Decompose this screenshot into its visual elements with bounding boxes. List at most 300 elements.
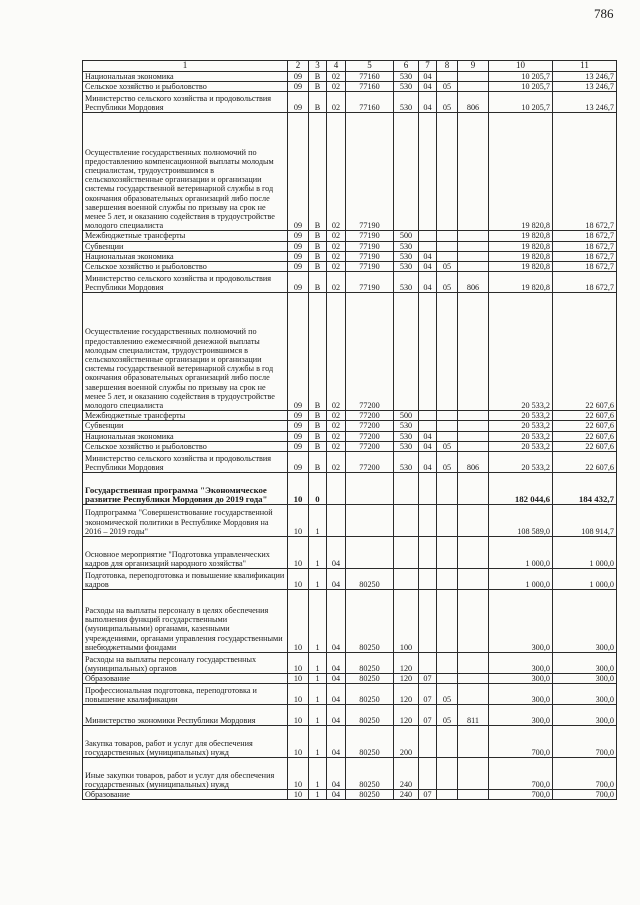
cell-expense: 530 [394, 441, 419, 451]
cell-subdivision: 05 [437, 684, 458, 705]
cell-amount-2019: 18 672,7 [553, 241, 617, 251]
cell-division [419, 569, 437, 590]
cell-name: Основное мероприятие "Подготовка управленческих кадров для организаций народного хозяйства" [83, 537, 288, 569]
cell-subdivision [437, 790, 458, 800]
table-row [83, 705, 617, 726]
cell-subdivision: 05 [437, 272, 458, 293]
cell-section: 09 [288, 262, 309, 272]
cell-amount-2019: 18 672,7 [553, 272, 617, 293]
cell-section: 09 [288, 272, 309, 293]
cell-target: 77200 [346, 441, 394, 451]
cell-amount-2019: 18 672,7 [553, 113, 617, 231]
cell-ministry [458, 726, 489, 758]
cell-subdivision: 05 [437, 262, 458, 272]
cell-section: 09 [288, 113, 309, 231]
cell-ministry [458, 411, 489, 421]
cell-subprogram: 02 [327, 72, 346, 82]
cell-program: В [309, 241, 327, 251]
cell-ministry [458, 251, 489, 261]
cell-ministry [458, 431, 489, 441]
cell-amount-2019: 18 672,7 [553, 262, 617, 272]
cell-name: Сельское хозяйство и рыболовство [83, 441, 288, 451]
cell-amount-2018: 182 044,6 [489, 473, 553, 505]
cell-amount-2019: 700,0 [553, 726, 617, 758]
cell-division [419, 231, 437, 241]
cell-ministry [458, 231, 489, 241]
cell-expense [394, 537, 419, 569]
cell-subdivision [437, 251, 458, 261]
cell-expense: 530 [394, 72, 419, 82]
cell-amount-2019: 13 246,7 [553, 72, 617, 82]
cell-program: 1 [309, 569, 327, 590]
cell-expense: 200 [394, 726, 419, 758]
cell-program: В [309, 452, 327, 473]
cell-expense: 530 [394, 452, 419, 473]
cell-name: Национальная экономика [83, 431, 288, 441]
cell-subdivision [437, 72, 458, 82]
column-header-6: 6 [394, 61, 419, 72]
cell-amount-2019: 22 607,6 [553, 452, 617, 473]
cell-ministry [458, 262, 489, 272]
column-header-3: 3 [309, 61, 327, 72]
cell-name: Сельское хозяйство и рыболовство [83, 262, 288, 272]
cell-subprogram: 04 [327, 569, 346, 590]
cell-target [346, 537, 394, 569]
cell-program: 1 [309, 505, 327, 537]
cell-ministry [458, 674, 489, 684]
cell-name: Межбюджетные трансферты [83, 231, 288, 241]
cell-division [419, 473, 437, 505]
cell-subdivision [437, 758, 458, 790]
cell-amount-2019: 22 607,6 [553, 293, 617, 411]
cell-subprogram: 02 [327, 441, 346, 451]
cell-subdivision [437, 653, 458, 674]
cell-subprogram: 04 [327, 758, 346, 790]
cell-amount-2019: 1 000,0 [553, 537, 617, 569]
cell-program: 1 [309, 684, 327, 705]
cell-name: Подпрограмма "Совершенствование государственной экономической политики в Республике Мордовия на 2016 – 2019 годы" [83, 505, 288, 537]
cell-expense [394, 293, 419, 411]
table-row [83, 251, 617, 261]
cell-division [419, 758, 437, 790]
cell-target: 80250 [346, 674, 394, 684]
cell-target: 77200 [346, 293, 394, 411]
cell-division: 07 [419, 790, 437, 800]
table-row [83, 241, 617, 251]
budget-table [82, 60, 617, 800]
cell-name: Национальная экономика [83, 72, 288, 82]
cell-section: 10 [288, 674, 309, 684]
cell-subprogram: 02 [327, 113, 346, 231]
cell-target: 80250 [346, 684, 394, 705]
cell-ministry [458, 790, 489, 800]
cell-name: Субвенции [83, 241, 288, 251]
cell-amount-2019: 300,0 [553, 674, 617, 684]
cell-name: Субвенции [83, 421, 288, 431]
cell-program: В [309, 82, 327, 92]
cell-target [346, 505, 394, 537]
cell-division: 04 [419, 72, 437, 82]
cell-name: Закупка товаров, работ и услуг для обеспечения государственных (муниципальных) нужд [83, 726, 288, 758]
cell-subdivision [437, 113, 458, 231]
cell-subdivision: 05 [437, 452, 458, 473]
column-header-1: 1 [83, 61, 288, 72]
cell-subdivision [437, 505, 458, 537]
cell-ministry [458, 505, 489, 537]
column-header-5: 5 [346, 61, 394, 72]
cell-amount-2019: 184 432,7 [553, 473, 617, 505]
cell-amount-2018: 19 820,8 [489, 262, 553, 272]
cell-subprogram: 02 [327, 82, 346, 92]
cell-expense: 530 [394, 241, 419, 251]
cell-division: 04 [419, 262, 437, 272]
cell-amount-2018: 1 000,0 [489, 569, 553, 590]
cell-division: 04 [419, 92, 437, 113]
cell-amount-2018: 1 000,0 [489, 537, 553, 569]
cell-target [346, 473, 394, 505]
cell-section: 10 [288, 705, 309, 726]
cell-amount-2019: 22 607,6 [553, 441, 617, 451]
cell-ministry [458, 82, 489, 92]
cell-section: 09 [288, 241, 309, 251]
cell-ministry [458, 473, 489, 505]
table-row [83, 653, 617, 674]
cell-expense: 240 [394, 758, 419, 790]
cell-name: Профессиональная подготовка, переподготовка и повышение квалификации [83, 684, 288, 705]
cell-subdivision [437, 411, 458, 421]
cell-division [419, 726, 437, 758]
cell-name: Образование [83, 790, 288, 800]
cell-target: 77160 [346, 82, 394, 92]
table-row [83, 674, 617, 684]
cell-ministry [458, 653, 489, 674]
table-row [83, 441, 617, 451]
cell-amount-2019: 300,0 [553, 705, 617, 726]
cell-division [419, 421, 437, 431]
cell-expense: 530 [394, 262, 419, 272]
cell-program: В [309, 421, 327, 431]
cell-subdivision [437, 231, 458, 241]
cell-expense: 530 [394, 251, 419, 261]
cell-amount-2018: 108 589,0 [489, 505, 553, 537]
cell-program: В [309, 72, 327, 82]
cell-amount-2019: 18 672,7 [553, 251, 617, 261]
table-row [83, 82, 617, 92]
cell-amount-2019: 13 246,7 [553, 92, 617, 113]
cell-division [419, 411, 437, 421]
cell-section: 10 [288, 758, 309, 790]
cell-division: 04 [419, 452, 437, 473]
table-row [83, 231, 617, 241]
cell-division [419, 113, 437, 231]
cell-expense: 530 [394, 82, 419, 92]
cell-amount-2019: 22 607,6 [553, 421, 617, 431]
cell-target: 80250 [346, 726, 394, 758]
cell-name: Межбюджетные трансферты [83, 411, 288, 421]
cell-subprogram: 02 [327, 431, 346, 441]
cell-target: 77160 [346, 92, 394, 113]
cell-program: 1 [309, 726, 327, 758]
cell-name: Министерство сельского хозяйства и продовольствия Республики Мордовия [83, 452, 288, 473]
cell-target: 80250 [346, 705, 394, 726]
table-row [83, 272, 617, 293]
cell-subprogram: 04 [327, 726, 346, 758]
cell-subdivision [437, 473, 458, 505]
cell-subprogram: 04 [327, 705, 346, 726]
cell-subdivision [437, 293, 458, 411]
cell-amount-2018: 300,0 [489, 684, 553, 705]
cell-program: В [309, 262, 327, 272]
cell-section: 09 [288, 92, 309, 113]
table-row [83, 113, 617, 231]
cell-subprogram [327, 473, 346, 505]
cell-ministry [458, 293, 489, 411]
cell-expense: 500 [394, 411, 419, 421]
column-header-10: 10 [489, 61, 553, 72]
cell-name: Подготовка, переподготовка и повышение квалификации кадров [83, 569, 288, 590]
cell-target: 80250 [346, 653, 394, 674]
cell-ministry [458, 569, 489, 590]
cell-division: 04 [419, 441, 437, 451]
cell-expense: 500 [394, 231, 419, 241]
cell-expense: 120 [394, 653, 419, 674]
cell-target: 80250 [346, 590, 394, 653]
cell-ministry [458, 241, 489, 251]
cell-section: 09 [288, 231, 309, 241]
cell-target: 77190 [346, 231, 394, 241]
table-header-row [83, 61, 617, 72]
cell-section: 10 [288, 473, 309, 505]
cell-subprogram: 04 [327, 537, 346, 569]
cell-program: В [309, 251, 327, 261]
cell-division: 04 [419, 272, 437, 293]
cell-subprogram: 02 [327, 262, 346, 272]
cell-subdivision [437, 569, 458, 590]
cell-amount-2018: 300,0 [489, 674, 553, 684]
table-row [83, 293, 617, 411]
cell-name: Расходы на выплаты персоналу государственных (муниципальных) органов [83, 653, 288, 674]
cell-subdivision [437, 537, 458, 569]
cell-amount-2019: 22 607,6 [553, 411, 617, 421]
page-number: 786 [594, 6, 614, 21]
cell-name: Национальная экономика [83, 251, 288, 261]
cell-program: В [309, 441, 327, 451]
cell-target: 77190 [346, 272, 394, 293]
cell-subprogram: 02 [327, 411, 346, 421]
table-row [83, 537, 617, 569]
cell-ministry [458, 684, 489, 705]
cell-ministry [458, 421, 489, 431]
cell-section: 10 [288, 790, 309, 800]
cell-program: 1 [309, 653, 327, 674]
cell-section: 09 [288, 431, 309, 441]
cell-subdivision [437, 590, 458, 653]
table-row [83, 505, 617, 537]
cell-amount-2019: 300,0 [553, 684, 617, 705]
cell-target: 77190 [346, 241, 394, 251]
cell-program: В [309, 113, 327, 231]
cell-target: 77160 [346, 72, 394, 82]
column-header-11: 11 [553, 61, 617, 72]
cell-subprogram: 02 [327, 272, 346, 293]
cell-section: 10 [288, 726, 309, 758]
cell-amount-2018: 20 533,2 [489, 452, 553, 473]
table-row [83, 92, 617, 113]
cell-section: 10 [288, 653, 309, 674]
cell-subprogram [327, 505, 346, 537]
cell-amount-2019: 18 672,7 [553, 231, 617, 241]
cell-section: 10 [288, 590, 309, 653]
cell-target: 77190 [346, 251, 394, 261]
cell-amount-2018: 10 205,7 [489, 92, 553, 113]
cell-program: В [309, 272, 327, 293]
cell-expense [394, 505, 419, 537]
cell-amount-2018: 10 205,7 [489, 72, 553, 82]
cell-subprogram: 02 [327, 421, 346, 431]
cell-section: 10 [288, 569, 309, 590]
cell-expense [394, 569, 419, 590]
cell-amount-2018: 20 533,2 [489, 431, 553, 441]
cell-expense: 530 [394, 421, 419, 431]
cell-amount-2018: 20 533,2 [489, 441, 553, 451]
cell-section: 09 [288, 452, 309, 473]
cell-target: 80250 [346, 569, 394, 590]
cell-amount-2018: 300,0 [489, 653, 553, 674]
cell-target: 80250 [346, 790, 394, 800]
cell-section: 09 [288, 251, 309, 261]
cell-target: 77190 [346, 262, 394, 272]
cell-division: 07 [419, 705, 437, 726]
column-header-4: 4 [327, 61, 346, 72]
cell-ministry: 806 [458, 272, 489, 293]
cell-subprogram: 02 [327, 241, 346, 251]
cell-program: 1 [309, 674, 327, 684]
cell-division [419, 505, 437, 537]
cell-amount-2018: 19 820,8 [489, 272, 553, 293]
column-header-8: 8 [437, 61, 458, 72]
cell-expense [394, 473, 419, 505]
cell-amount-2019: 700,0 [553, 758, 617, 790]
cell-amount-2018: 700,0 [489, 790, 553, 800]
cell-subdivision [437, 674, 458, 684]
table-row [83, 569, 617, 590]
table-row [83, 411, 617, 421]
cell-expense: 530 [394, 272, 419, 293]
cell-section: 10 [288, 684, 309, 705]
cell-expense [394, 113, 419, 231]
cell-division [419, 537, 437, 569]
cell-ministry [458, 758, 489, 790]
cell-amount-2019: 1 000,0 [553, 569, 617, 590]
cell-target: 77190 [346, 113, 394, 231]
cell-division [419, 590, 437, 653]
cell-amount-2018: 700,0 [489, 726, 553, 758]
cell-name: Министерство сельского хозяйства и продовольствия Республики Мордовия [83, 92, 288, 113]
cell-division: 04 [419, 251, 437, 261]
cell-program: 1 [309, 758, 327, 790]
table-row [83, 262, 617, 272]
cell-amount-2018: 10 205,7 [489, 82, 553, 92]
cell-subdivision [437, 431, 458, 441]
cell-program: 0 [309, 473, 327, 505]
cell-amount-2018: 19 820,8 [489, 113, 553, 231]
cell-amount-2019: 700,0 [553, 790, 617, 800]
cell-subprogram: 04 [327, 653, 346, 674]
cell-amount-2018: 20 533,2 [489, 421, 553, 431]
cell-subprogram: 04 [327, 684, 346, 705]
cell-name: Образование [83, 674, 288, 684]
cell-section: 09 [288, 411, 309, 421]
cell-ministry: 811 [458, 705, 489, 726]
cell-expense: 100 [394, 590, 419, 653]
cell-amount-2018: 19 820,8 [489, 241, 553, 251]
cell-section: 09 [288, 293, 309, 411]
cell-subprogram: 02 [327, 452, 346, 473]
cell-subprogram: 02 [327, 231, 346, 241]
cell-ministry [458, 537, 489, 569]
cell-division: 04 [419, 82, 437, 92]
cell-amount-2019: 300,0 [553, 590, 617, 653]
cell-program: В [309, 92, 327, 113]
cell-amount-2018: 300,0 [489, 705, 553, 726]
cell-ministry [458, 441, 489, 451]
cell-division [419, 293, 437, 411]
cell-expense: 530 [394, 92, 419, 113]
cell-subprogram: 04 [327, 674, 346, 684]
cell-ministry: 806 [458, 92, 489, 113]
cell-amount-2019: 300,0 [553, 653, 617, 674]
cell-target: 77200 [346, 411, 394, 421]
table-row [83, 452, 617, 473]
cell-division [419, 653, 437, 674]
cell-division: 04 [419, 431, 437, 441]
cell-subdivision: 05 [437, 441, 458, 451]
cell-amount-2019: 108 914,7 [553, 505, 617, 537]
cell-name: Расходы на выплаты персоналу в целях обеспечения выполнения функций государственными (муниципальными) органами, казенными учреждениями, органами управления государственными внебюджетными фондами [83, 590, 288, 653]
cell-name: Осуществление государственных полномочий по предоставлению ежемесячной денежной выплаты молодым специалистам, трудоустроившимся в сельскохозяйственные организации и организации системы государственной ветеринарной службы в год окончания образовательных организаций либо после завершения военной службы по призыву на срок не менее 5 лет, и оказанию содействия в трудоустройстве молодого специалиста [83, 293, 288, 411]
cell-program: 1 [309, 590, 327, 653]
table-row [83, 421, 617, 431]
cell-name: Осуществление государственных полномочий по предоставлению компенсационной выплаты молодым специалистам, трудоустроившимся в сельскохозяйственные организации и организации системы государственной ветеринарной службы в год окончания образовательных организаций либо после завершения военной службы по призыву на срок не менее 5 лет, и оказанию содействия в трудоустройстве молодого специалиста [83, 113, 288, 231]
cell-section: 10 [288, 537, 309, 569]
cell-expense: 530 [394, 431, 419, 441]
cell-section: 09 [288, 72, 309, 82]
cell-ministry [458, 72, 489, 82]
cell-ministry [458, 590, 489, 653]
cell-division [419, 241, 437, 251]
column-header-7: 7 [419, 61, 437, 72]
cell-amount-2019: 13 246,7 [553, 82, 617, 92]
cell-amount-2018: 19 820,8 [489, 231, 553, 241]
cell-division: 07 [419, 684, 437, 705]
cell-target: 77200 [346, 431, 394, 441]
cell-ministry [458, 113, 489, 231]
cell-subdivision: 05 [437, 92, 458, 113]
cell-subprogram: 04 [327, 590, 346, 653]
table-row [83, 431, 617, 441]
cell-subdivision: 05 [437, 705, 458, 726]
cell-amount-2018: 19 820,8 [489, 251, 553, 261]
cell-subprogram: 02 [327, 251, 346, 261]
cell-amount-2018: 300,0 [489, 590, 553, 653]
cell-subdivision [437, 421, 458, 431]
table-row [83, 684, 617, 705]
table-row [83, 473, 617, 505]
cell-target: 77200 [346, 421, 394, 431]
cell-expense: 240 [394, 790, 419, 800]
cell-expense: 120 [394, 674, 419, 684]
table-row [83, 72, 617, 82]
